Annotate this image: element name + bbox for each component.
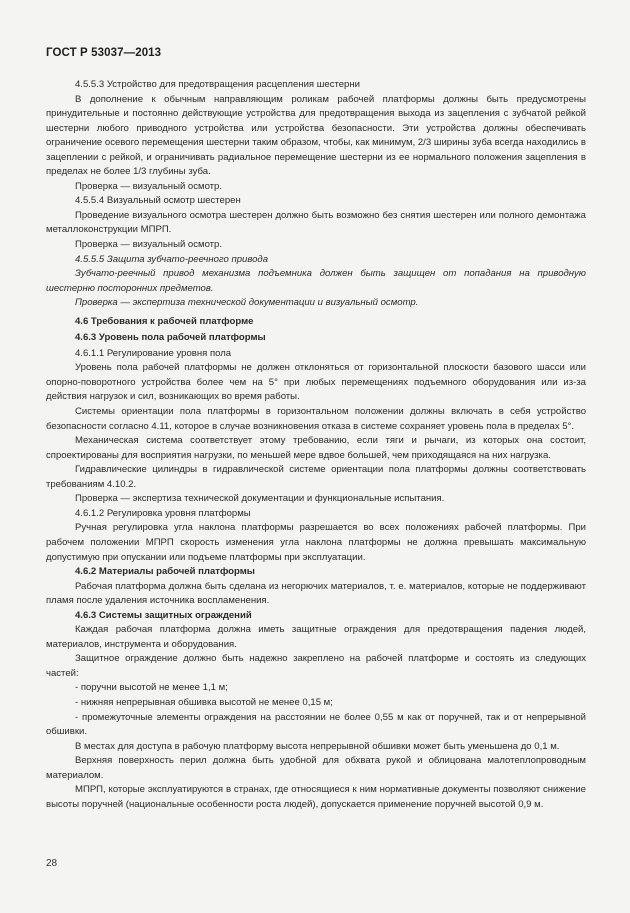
subsection-heading: 4.6.3 Системы защитных ограждений <box>75 609 252 621</box>
body-paragraph: В дополнение к обычным направляющим роликам рабочей платформы должны быть предусмотрены принудительные и постоянно действующие устройства для предотвращения выхода из зацепления с зубчатой рейкой шестерни любого приводного устройства или устройства безопасности. Эти устройства должны обеспечивать ограничение осевого перемещения шестерни таким образом, чтобы, как минимум, 2/3 ширины зуба всегда находились в зацеплении с рейкой, и ограничивать радиальное перемещение шестерни из ее нормального положения зацепления в пределах не более 1/3 глубины зуба. <box>46 93 586 178</box>
body-paragraph: В местах для доступа в рабочую платформу высота непрерывной обшивки может быть уменьшена до 0,1 м. <box>75 740 560 752</box>
body-paragraph: Гидравлические цилиндры в гидравлической системе ориентации пола платформы должны соответствовать требованиям 4.10.2. <box>46 464 586 490</box>
list-item: - промежуточные элементы ограждения на расстоянии не более 0,55 м как от поручней, так и от непрерывной обшивки. <box>46 711 586 738</box>
document-header: ГОСТ Р 53037—2013 <box>46 47 162 59</box>
verification-note: Проверка — экспертиза технической документации и визуальный осмотр. <box>75 297 419 309</box>
subsection-heading: 4.6.3 Уровень пола рабочей платформы <box>75 332 266 344</box>
section-heading: 4.6.1.1 Регулирование уровня пола <box>75 347 232 359</box>
section-heading: 4.6.1.2 Регулировка уровня платформы <box>75 507 251 519</box>
body-paragraph: Каждая рабочая платформа должна иметь защитные ограждения для предотвращения падения людей, материалов, инструмента и оборудования. <box>46 624 586 650</box>
body-paragraph: Ручная регулировка угла наклона платформы разрешается во всех положениях рабочей платформы. При рабочем положении МПРП скорость изменения угла наклона платформы не должна превышать максимальную допустимую при опускании или подъеме платформы при эксплуатации. <box>46 522 586 563</box>
body-paragraph: Системы ориентации пола платформы в горизонтальном положении должны включать в себя устройство безопасности согласно 4.11, которое в случае возникновения отказа в системе сохраняет уровень пола в пределах 5°. <box>46 406 586 432</box>
body-paragraph: Уровень пола рабочей платформы не должен отклоняться от горизонтальной плоскости базового шасси или опорно-поворотного устройства более чем на 5° при любых перемещениях подъемного оборудования или из-за действия нагрузок и сил, возникающих во время работы. <box>46 362 586 403</box>
page-number: 28 <box>46 858 58 869</box>
body-paragraph: Рабочая платформа должна быть сделана из негорючих материалов, т. е. материалов, которые не поддерживают пламя после удаления источника воспламенения. <box>46 580 586 607</box>
verification-note: Проверка — визуальный осмотр. <box>75 180 223 192</box>
document-body <box>46 78 586 812</box>
list-item: - нижняя непрерывная обшивка высотой не менее 0,15 м; <box>75 696 333 708</box>
list-item: - поручни высотой не менее 1,1 м; <box>75 682 228 694</box>
verification-note: Проверка — экспертиза технической документации и функциональные испытания. <box>75 493 445 505</box>
section-heading: 4.5.5.5 Защита зубчато-реечного привода <box>75 253 269 265</box>
body-paragraph: МПРП, которые эксплуатируются в странах, где относящиеся к ним нормативные документы позволяют снижение высоты поручней (национальные особенности роста людей), допускается применение поручней высотой 0,9 м. <box>46 784 586 810</box>
body-paragraph: Механическая система соответствует этому требованию, если тяги и рычаги, из которых она состоит, спроектированы для восприятия нагрузки, по меньшей мере вдвое большей, чем приходящаяся на них нагрузка. <box>46 435 586 461</box>
subsection-heading: 4.6.2 Материалы рабочей платформы <box>75 566 255 578</box>
verification-note: Проверка — визуальный осмотр. <box>75 239 223 251</box>
body-paragraph: Верхняя поверхность перил должна быть удобной для обхвата рукой и облицована малотеплопроводным материалом. <box>46 755 586 781</box>
section-heading: 4.5.5.4 Визуальный осмотр шестерен <box>75 195 241 207</box>
body-paragraph: Защитное ограждение должно быть надежно закреплено на рабочей платформе и состоять из следующих частей: <box>46 653 586 679</box>
body-paragraph: Проведение визуального осмотра шестерен должно быть возможно без снятия шестерен или полного демонтажа металлоконструкции МПРП. <box>46 209 586 236</box>
body-paragraph: Зубчато-реечный привод механизма подъемника должен быть защищен от попадания на приводную шестерню посторонних предметов. <box>46 268 586 294</box>
chapter-heading: 4.6 Требования к рабочей платформе <box>75 315 254 327</box>
section-heading: 4.5.5.3 Устройство для предотвращения расцепления шестерни <box>75 79 360 90</box>
